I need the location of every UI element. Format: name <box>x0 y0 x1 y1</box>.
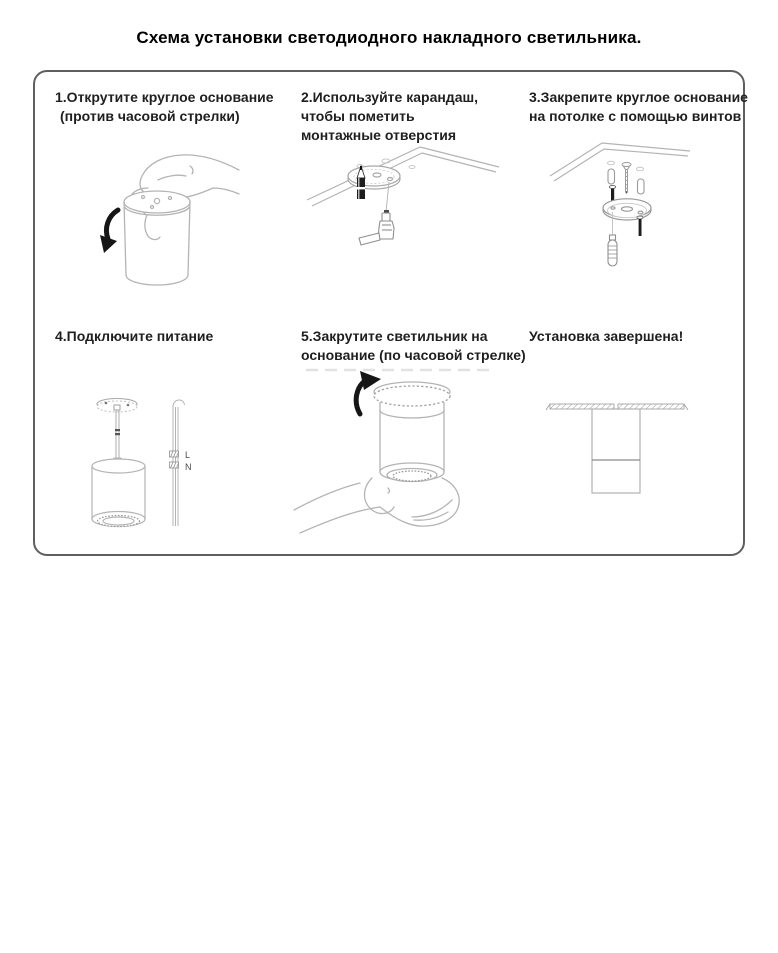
step-3-heading <box>529 88 749 126</box>
step-3-line-1: 3.Закрепите круглое основание <box>529 89 748 105</box>
ceiling-corner <box>307 147 499 206</box>
wall-plug-2 <box>638 179 645 194</box>
instruction-panel <box>33 70 748 556</box>
step-2-heading <box>301 88 521 145</box>
step-3-line-2: на потолке с помощью винтов <box>529 108 742 124</box>
step-2-line-3: монтажные отверстия <box>301 127 457 143</box>
mounting-screw <box>622 163 631 194</box>
step-2-line-2: чтобы пометить <box>301 108 415 124</box>
lamp-body <box>92 459 145 527</box>
step-4-line-1: 4.Подключите питание <box>55 328 214 344</box>
step-5-illustration-screw-on <box>292 360 502 535</box>
round-base-plate <box>603 199 651 220</box>
step-2-illustration-mark-holes <box>302 140 502 310</box>
step-2-line-1: 2.Используйте карандаш, <box>301 89 479 105</box>
step-1-line-2: (против часовой стрелки) <box>60 108 240 124</box>
drill-tool <box>359 210 394 245</box>
hand-icon <box>294 483 380 533</box>
neutral-wire-label: N <box>185 462 192 472</box>
counterclockwise-arrow-icon <box>100 210 118 253</box>
step-6-heading <box>529 327 749 346</box>
step-6-illustration-finished <box>532 387 752 517</box>
step-6-line-1: Установка завершена! <box>529 328 684 344</box>
lamp-body <box>374 382 450 482</box>
step-3-illustration-fix-base <box>532 140 742 315</box>
wire-hook <box>173 400 185 407</box>
stem <box>113 410 122 463</box>
step-1-heading <box>55 88 290 126</box>
line-wire-label: L <box>185 450 191 460</box>
ceiling-corner <box>550 143 690 181</box>
step-5-line-2: основание (по часовой стрелке) <box>301 347 526 363</box>
ceiling-plate <box>97 399 137 413</box>
black-screw-2 <box>637 216 643 236</box>
wire-terminals <box>170 451 179 468</box>
lamp-cylinder <box>124 191 190 285</box>
wall-anchor-icon <box>608 235 617 266</box>
step-1-line-1: 1.Открутите круглое основание <box>55 89 274 105</box>
wall-plug-1 <box>608 169 615 184</box>
step-1-illustration-unscrew-base <box>62 140 242 310</box>
mounted-lamp <box>592 409 640 493</box>
step-4-heading <box>55 327 290 346</box>
step-4-illustration-connect-power <box>72 384 247 549</box>
round-base <box>348 166 400 189</box>
step-5-line-1: 5.Закрутите светильник на <box>301 328 488 344</box>
page-title: Схема установки светодиодного накладного светильника. <box>136 28 642 47</box>
